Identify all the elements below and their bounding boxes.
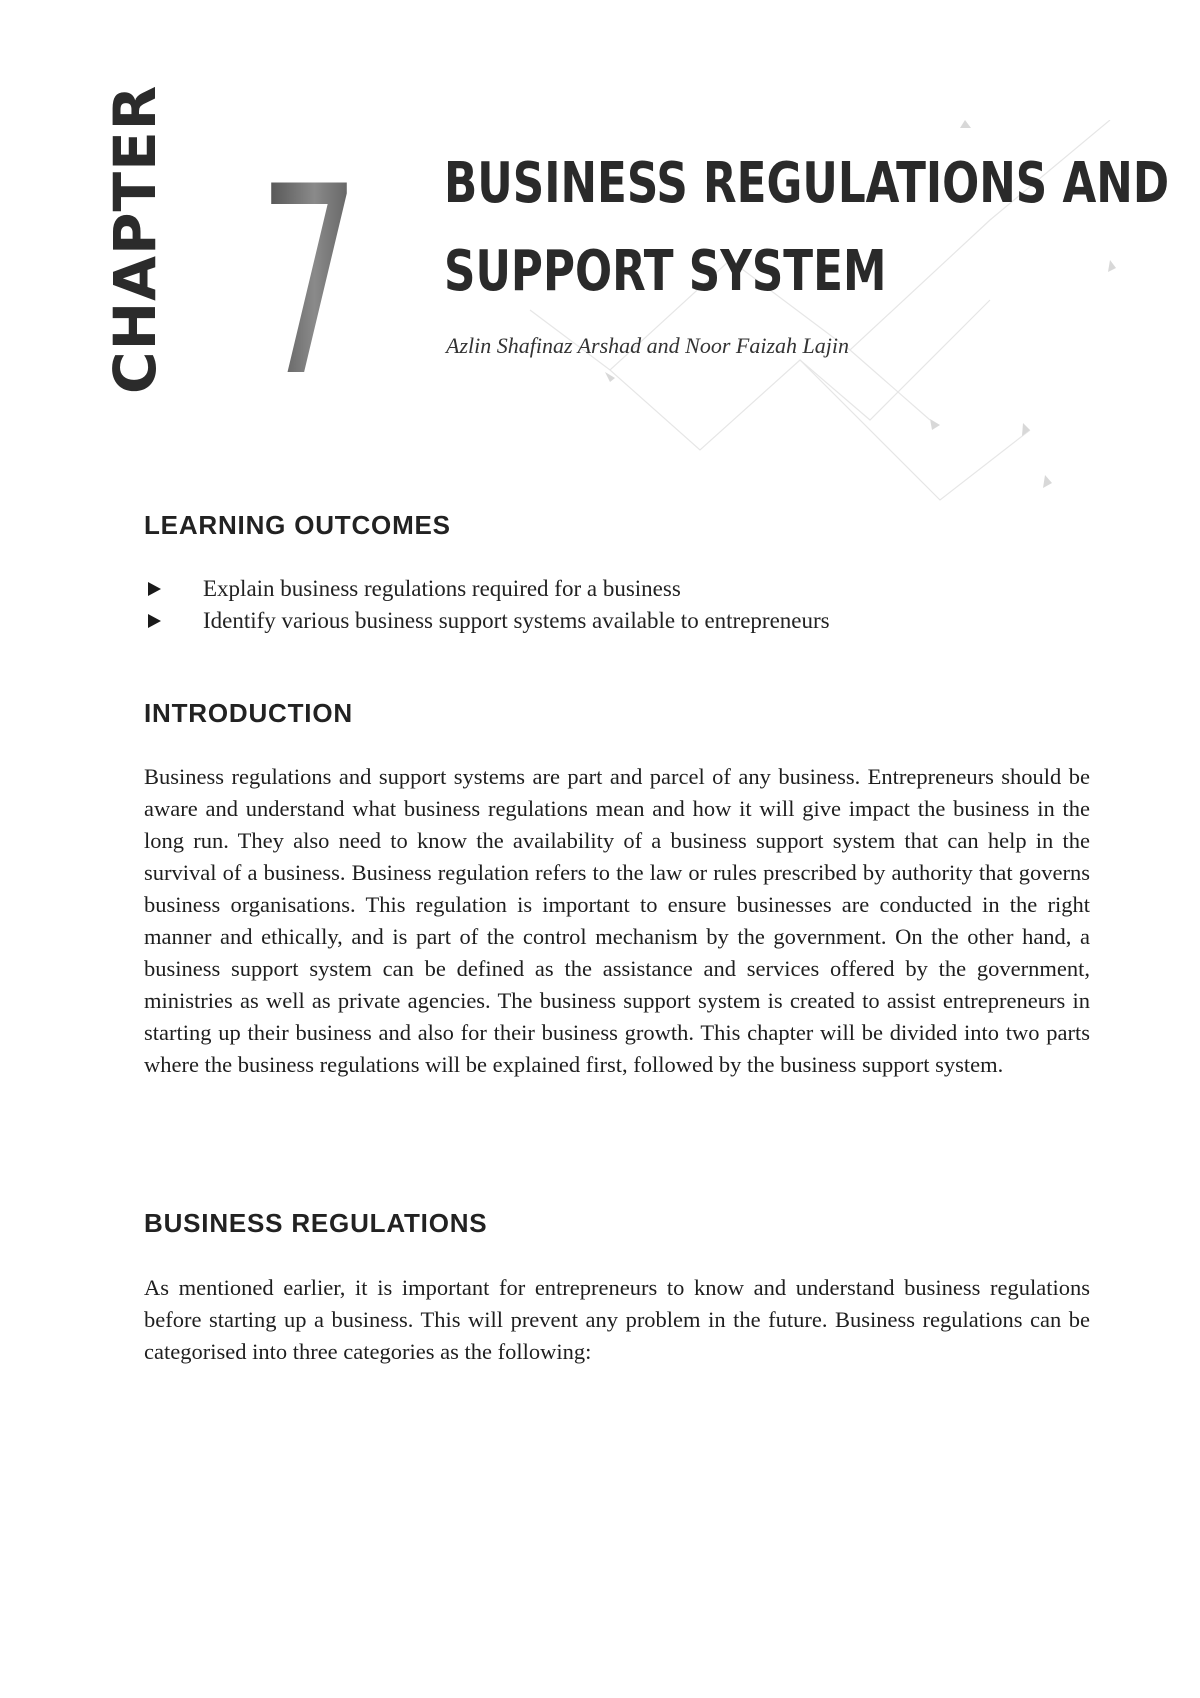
introduction-paragraph: Business regulations and support systems are part and parcel of any business. Entrepreneurs should be aware and understand what business regulations mean and how it will give impact the business in the long run. They also need to know the availability of a business support system that can help in the survival of a business. Business regulation refers to the law or rules prescribed by authority that governs business organisations. This regulation is important to ensure businesses are conducted in the right manner and ethically, and is part of the control mechanism by the government. On the other hand, a business support system can be defined as the assistance and services offered by the government, ministries as well as private agencies. The business support system is created to assist entrepreneurs in starting up their business and also for their business growth. This chapter will be divided into two parts where the business regulations will be explained first, followed by the business support system. bbox=[144, 764, 1090, 1077]
list-item bbox=[144, 573, 830, 605]
list-item-text: Explain business regulations required for a business bbox=[203, 576, 681, 601]
chapter-title-line-1: BUSINESS REGULATIONS AND bbox=[444, 151, 1170, 216]
chapter-number: 7 bbox=[258, 132, 361, 434]
introduction-heading: INTRODUCTION bbox=[144, 698, 353, 728]
learning-outcomes-heading: LEARNING OUTCOMES bbox=[144, 510, 451, 540]
list-item-text: Identify various business support systems available to entrepreneurs bbox=[203, 608, 830, 633]
list-item bbox=[144, 605, 830, 637]
chapter-label: CHAPTER bbox=[101, 84, 169, 394]
chapter-authors: Azlin Shafinaz Arshad and Noor Faizah Lajin bbox=[446, 333, 849, 358]
learning-outcomes-list bbox=[144, 573, 830, 637]
chapter-title bbox=[444, 140, 1170, 316]
triangle-bullet-icon bbox=[148, 614, 161, 628]
business-regulations-heading: BUSINESS REGULATIONS bbox=[144, 1208, 488, 1238]
triangle-bullet-icon bbox=[148, 582, 161, 596]
business-regulations-paragraph: As mentioned earlier, it is important for entrepreneurs to know and understand business regulations before starting up a business. This will prevent any problem in the future. Business regulations can be categorised into three categories as the following: bbox=[144, 1275, 1090, 1364]
chapter-title-line-2: SUPPORT SYSTEM bbox=[444, 239, 887, 304]
